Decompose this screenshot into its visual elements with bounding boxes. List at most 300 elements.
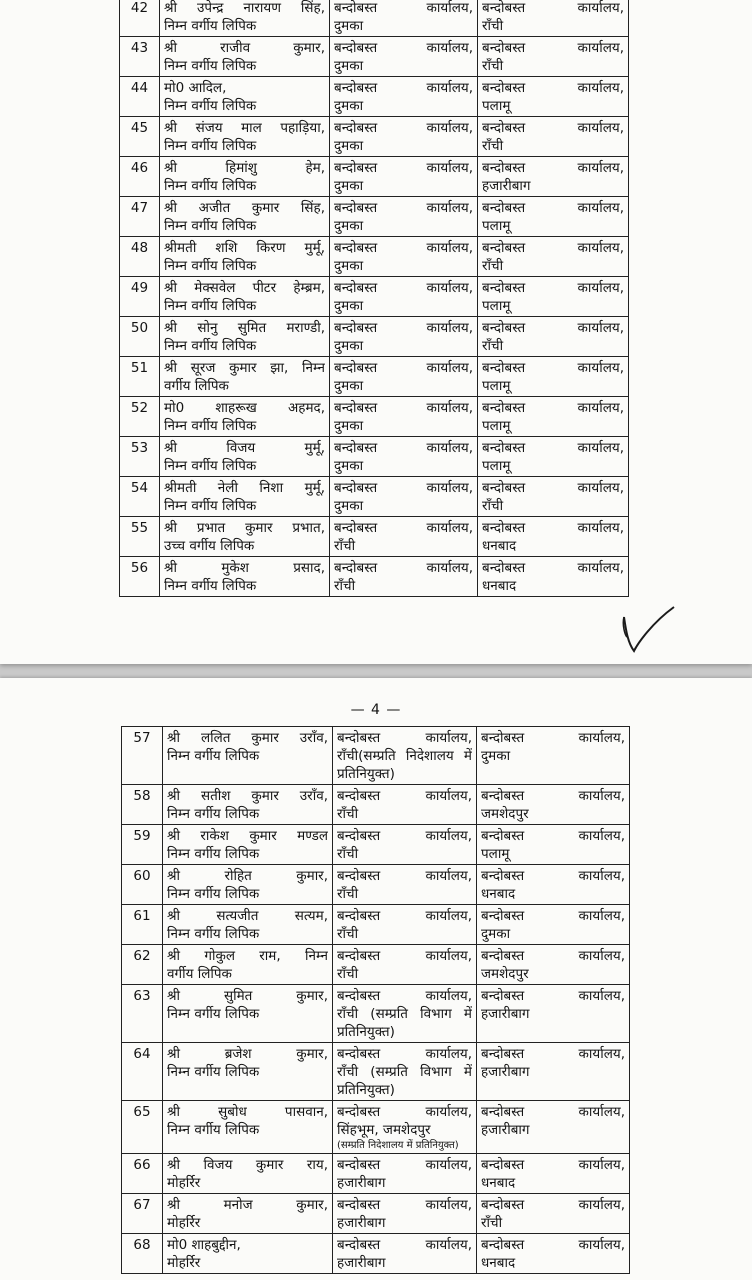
- current-office: [333, 905, 477, 945]
- current-office: [330, 237, 478, 277]
- serial-number: 61: [122, 905, 163, 945]
- transferred-office: [478, 37, 629, 77]
- table-row: [120, 437, 629, 477]
- serial-number: 62: [122, 945, 163, 985]
- to-line: राँची: [482, 58, 504, 74]
- to-line: राँची: [481, 1215, 503, 1231]
- name-line: मो0 शाहरूख अहमद,: [164, 400, 325, 416]
- current-office: [333, 1154, 477, 1194]
- current-office: [330, 277, 478, 317]
- transferred-office: [478, 477, 629, 517]
- table-row: [120, 77, 629, 117]
- to-line: राँची: [482, 18, 504, 34]
- table-row: [120, 277, 629, 317]
- to-line: बन्दोबस्त कार्यालय,: [482, 480, 624, 496]
- serial-number: 47: [120, 197, 160, 237]
- transferred-office: [478, 517, 629, 557]
- name-line: निम्न वर्गीय लिपिक: [164, 298, 257, 314]
- to-line: धनबाद: [481, 886, 516, 902]
- from-line: बन्दोबस्त कार्यालय,: [334, 200, 473, 216]
- name-line: मोहर्रिर: [167, 1255, 201, 1271]
- from-line: दुमका: [334, 338, 364, 354]
- serial-number: 65: [122, 1101, 163, 1154]
- employee-name-designation: [160, 197, 330, 237]
- to-line: बन्दोबस्त कार्यालय,: [482, 280, 624, 296]
- transferred-office: [477, 1194, 630, 1234]
- from-line: (सम्प्रति निदेशालय में प्रतिनियुक्त): [337, 1140, 459, 1151]
- serial-number: 58: [122, 785, 163, 825]
- page-number: — 4 —: [350, 702, 402, 718]
- serial-number: 52: [120, 397, 160, 437]
- from-line: राँची: [334, 578, 356, 594]
- current-office: [330, 357, 478, 397]
- current-office: [330, 157, 478, 197]
- name-line: निम्न वर्गीय लिपिक: [167, 806, 260, 822]
- current-office: [330, 477, 478, 517]
- table-row: [122, 1194, 630, 1234]
- to-line: बन्दोबस्त कार्यालय,: [482, 400, 624, 416]
- name-line: श्री राजीव कुमार,: [164, 40, 325, 56]
- from-line: दुमका: [334, 458, 364, 474]
- name-line: श्री सोनु सुमित मराण्डी,: [164, 320, 325, 336]
- table-row: [122, 865, 630, 905]
- name-line: निम्न वर्गीय लिपिक: [164, 418, 257, 434]
- to-line: राँची: [482, 338, 504, 354]
- transferred-office: [478, 357, 629, 397]
- employee-name-designation: [163, 1194, 333, 1234]
- from-line: हजारीबाग: [337, 1255, 386, 1271]
- serial-number: 53: [120, 437, 160, 477]
- name-line: श्री सत्यजीत सत्यम,: [167, 908, 328, 924]
- current-office: [330, 0, 478, 37]
- current-office: [333, 1101, 477, 1154]
- serial-number: 49: [120, 277, 160, 317]
- to-line: बन्दोबस्त कार्यालय,: [481, 788, 625, 804]
- table-row: [122, 785, 630, 825]
- name-line: श्रीमती शशि किरण मुर्मू,: [164, 240, 325, 256]
- to-line: धनबाद: [482, 538, 517, 554]
- from-line: बन्दोबस्त कार्यालय,: [334, 440, 473, 456]
- table-row: [122, 825, 630, 865]
- from-line: दुमका: [334, 138, 364, 154]
- from-line: बन्दोबस्त कार्यालय,: [337, 788, 472, 804]
- serial-number: 55: [120, 517, 160, 557]
- table-row: [120, 397, 629, 437]
- transferred-office: [478, 277, 629, 317]
- name-line: श्री हिमांशु हेम,: [164, 160, 325, 176]
- employee-name-designation: [160, 397, 330, 437]
- to-line: बन्दोबस्त कार्यालय,: [482, 160, 624, 176]
- from-line: राँची (सम्प्रति विभाग में: [337, 1006, 472, 1022]
- current-office: [330, 437, 478, 477]
- to-line: जमशेदपुर: [481, 966, 529, 982]
- employee-name-designation: [163, 1154, 333, 1194]
- to-line: राँची: [482, 258, 504, 274]
- to-line: बन्दोबस्त कार्यालय,: [481, 1046, 625, 1062]
- employee-name-designation: [160, 157, 330, 197]
- name-line: वर्गीय लिपिक: [164, 378, 229, 394]
- employee-name-designation: [160, 557, 330, 597]
- name-line: निम्न वर्गीय लिपिक: [164, 578, 257, 594]
- from-line: बन्दोबस्त कार्यालय,: [334, 160, 473, 176]
- transferred-office: [477, 785, 630, 825]
- table-row: [122, 905, 630, 945]
- from-line: दुमका: [334, 18, 364, 34]
- from-line: बन्दोबस्त कार्यालय,: [334, 80, 473, 96]
- from-line: बन्दोबस्त कार्यालय,: [337, 1046, 472, 1062]
- to-line: पलामू: [481, 846, 510, 862]
- employee-name-designation: [160, 237, 330, 277]
- from-line: प्रतिनियुक्त): [337, 1024, 395, 1040]
- serial-number: 68: [122, 1234, 163, 1274]
- to-line: हजारीबाग: [481, 1122, 530, 1138]
- from-line: दुमका: [334, 498, 364, 514]
- employee-name-designation: [163, 727, 333, 785]
- to-line: बन्दोबस्त कार्यालय,: [481, 988, 625, 1004]
- to-line: बन्दोबस्त कार्यालय,: [481, 1157, 625, 1173]
- employee-name-designation: [160, 117, 330, 157]
- transferred-office: [478, 77, 629, 117]
- employee-name-designation: [163, 1234, 333, 1274]
- to-line: पलामू: [482, 458, 511, 474]
- to-line: बन्दोबस्त कार्यालय,: [482, 120, 624, 136]
- to-line: पलामू: [482, 218, 511, 234]
- current-office: [330, 77, 478, 117]
- name-line: श्री प्रभात कुमार प्रभात,: [164, 520, 325, 536]
- to-line: राँची: [482, 138, 504, 154]
- to-line: बन्दोबस्त कार्यालय,: [482, 560, 624, 576]
- serial-number: 46: [120, 157, 160, 197]
- current-office: [333, 865, 477, 905]
- to-line: पलामू: [482, 418, 511, 434]
- current-office: [333, 985, 477, 1043]
- to-line: बन्दोबस्त कार्यालय,: [482, 520, 624, 536]
- to-line: बन्दोबस्त कार्यालय,: [482, 200, 624, 216]
- serial-number: 59: [122, 825, 163, 865]
- table-row: [120, 557, 629, 597]
- serial-number: 54: [120, 477, 160, 517]
- to-line: बन्दोबस्त कार्यालय,: [482, 40, 624, 56]
- to-line: धनबाद: [482, 578, 517, 594]
- from-line: दुमका: [334, 298, 364, 314]
- name-line: निम्न वर्गीय लिपिक: [164, 58, 257, 74]
- transferred-office: [478, 237, 629, 277]
- to-line: बन्दोबस्त कार्यालय,: [481, 1197, 625, 1213]
- employee-name-designation: [160, 437, 330, 477]
- employee-name-designation: [160, 517, 330, 557]
- current-office: [333, 1043, 477, 1101]
- name-line: श्री सुमित कुमार,: [167, 988, 328, 1004]
- name-line: उच्च वर्गीय लिपिक: [164, 538, 255, 554]
- table-row: [120, 157, 629, 197]
- name-line: श्री ललित कुमार उराँव,: [167, 730, 328, 746]
- from-line: दुमका: [334, 418, 364, 434]
- from-line: राँची(सम्प्रति निदेशालय में: [337, 748, 472, 764]
- to-line: बन्दोबस्त कार्यालय,: [482, 320, 624, 336]
- from-line: बन्दोबस्त कार्यालय,: [334, 320, 473, 336]
- to-line: बन्दोबस्त कार्यालय,: [482, 0, 624, 16]
- transferred-office: [478, 437, 629, 477]
- from-line: सिंहभूम, जमशेदपुर: [337, 1122, 431, 1138]
- signature-mark: [618, 603, 678, 655]
- to-line: बन्दोबस्त कार्यालय,: [481, 1237, 625, 1253]
- current-office: [330, 517, 478, 557]
- name-line: निम्न वर्गीय लिपिक: [167, 748, 260, 764]
- employee-name-designation: [163, 945, 333, 985]
- serial-number: 48: [120, 237, 160, 277]
- transfer-table-body: [122, 727, 630, 1274]
- to-line: बन्दोबस्त कार्यालय,: [482, 360, 624, 376]
- name-line: निम्न वर्गीय लिपिक: [167, 926, 260, 942]
- table-row: [120, 197, 629, 237]
- employee-name-designation: [163, 785, 333, 825]
- to-line: पलामू: [482, 298, 511, 314]
- to-line: हजारीबाग: [481, 1006, 530, 1022]
- to-line: बन्दोबस्त कार्यालय,: [481, 1104, 625, 1120]
- transferred-office: [478, 0, 629, 37]
- current-office: [330, 197, 478, 237]
- to-line: बन्दोबस्त कार्यालय,: [481, 730, 625, 746]
- current-office: [330, 317, 478, 357]
- current-office: [333, 825, 477, 865]
- name-line: श्री विजय कुमार राय,: [167, 1157, 328, 1173]
- transferred-office: [478, 157, 629, 197]
- from-line: बन्दोबस्त कार्यालय,: [337, 1104, 472, 1120]
- name-line: निम्न वर्गीय लिपिक: [164, 458, 257, 474]
- current-office: [333, 1234, 477, 1274]
- serial-number: 63: [122, 985, 163, 1043]
- from-line: राँची: [337, 966, 359, 982]
- from-line: बन्दोबस्त कार्यालय,: [337, 828, 472, 844]
- current-office: [333, 785, 477, 825]
- from-line: दुमका: [334, 378, 364, 394]
- name-line: श्री विजय मुर्मू,: [164, 440, 325, 456]
- name-line: श्री गोकुल राम, निम्न: [167, 948, 328, 964]
- current-office: [333, 727, 477, 785]
- serial-number: 42: [120, 0, 160, 37]
- table-row: [120, 357, 629, 397]
- from-line: बन्दोबस्त कार्यालय,: [334, 360, 473, 376]
- transferred-office: [477, 1101, 630, 1154]
- employee-name-designation: [160, 357, 330, 397]
- name-line: निम्न वर्गीय लिपिक: [167, 886, 260, 902]
- table-row: [120, 477, 629, 517]
- transfer-table-page-1: [119, 0, 629, 597]
- transferred-office: [477, 727, 630, 785]
- table-row: [120, 517, 629, 557]
- current-office: [330, 557, 478, 597]
- name-line: निम्न वर्गीय लिपिक: [164, 138, 257, 154]
- name-line: मो0 शाहबुद्दीन,: [167, 1237, 241, 1253]
- from-line: बन्दोबस्त कार्यालय,: [334, 240, 473, 256]
- to-line: धनबाद: [481, 1255, 516, 1271]
- table-row: [122, 945, 630, 985]
- name-line: निम्न वर्गीय लिपिक: [164, 338, 257, 354]
- table-row: [120, 37, 629, 77]
- name-line: श्री ब्रजेश कुमार,: [167, 1046, 328, 1062]
- name-line: निम्न वर्गीय लिपिक: [167, 1006, 260, 1022]
- name-line: निम्न वर्गीय लिपिक: [167, 1064, 260, 1080]
- employee-name-designation: [160, 37, 330, 77]
- from-line: बन्दोबस्त कार्यालय,: [334, 480, 473, 496]
- to-line: दुमका: [481, 748, 511, 764]
- serial-number: 50: [120, 317, 160, 357]
- to-line: बन्दोबस्त कार्यालय,: [481, 828, 625, 844]
- current-office: [333, 1194, 477, 1234]
- to-line: बन्दोबस्त कार्यालय,: [482, 80, 624, 96]
- employee-name-designation: [163, 1101, 333, 1154]
- table-row: [122, 1101, 630, 1154]
- to-line: दुमका: [481, 926, 511, 942]
- transferred-office: [478, 317, 629, 357]
- to-line: राँची: [482, 498, 504, 514]
- serial-number: 44: [120, 77, 160, 117]
- name-line: निम्न वर्गीय लिपिक: [164, 178, 257, 194]
- name-line: श्री सुबोध पासवान,: [167, 1104, 328, 1120]
- table-row: [122, 1234, 630, 1274]
- transferred-office: [477, 905, 630, 945]
- transferred-office: [477, 985, 630, 1043]
- name-line: श्री सूरज कुमार झा, निम्न: [164, 360, 325, 376]
- name-line: श्री सतीश कुमार उराँव,: [167, 788, 328, 804]
- name-line: मोहर्रिर: [167, 1215, 201, 1231]
- from-line: बन्दोबस्त कार्यालय,: [337, 1157, 472, 1173]
- employee-name-designation: [163, 825, 333, 865]
- serial-number: 60: [122, 865, 163, 905]
- document-page-4: [0, 678, 752, 1280]
- employee-name-designation: [163, 985, 333, 1043]
- current-office: [333, 945, 477, 985]
- from-line: राँची: [337, 806, 359, 822]
- transferred-office: [478, 557, 629, 597]
- from-line: दुमका: [334, 98, 364, 114]
- table-row: [120, 117, 629, 157]
- serial-number: 66: [122, 1154, 163, 1194]
- transfer-table-page-2: [121, 726, 630, 1274]
- transferred-office: [477, 865, 630, 905]
- name-line: निम्न वर्गीय लिपिक: [164, 498, 257, 514]
- from-line: बन्दोबस्त कार्यालय,: [334, 40, 473, 56]
- name-line: श्री संजय माल पहाड़िया,: [164, 120, 325, 136]
- from-line: राँची: [337, 846, 359, 862]
- from-line: प्रतिनियुक्त): [337, 1082, 395, 1098]
- employee-name-designation: [160, 0, 330, 37]
- from-line: बन्दोबस्त कार्यालय,: [337, 908, 472, 924]
- name-line: श्री राकेश कुमार मण्डल: [167, 828, 328, 844]
- to-line: जमशेदपुर: [481, 806, 529, 822]
- transferred-office: [477, 825, 630, 865]
- transferred-office: [477, 1154, 630, 1194]
- from-line: हजारीबाग: [337, 1215, 386, 1231]
- from-line: बन्दोबस्त कार्यालय,: [334, 400, 473, 416]
- transferred-office: [478, 197, 629, 237]
- serial-number: 51: [120, 357, 160, 397]
- name-line: श्री अजीत कुमार सिंह,: [164, 200, 325, 216]
- name-line: मोहर्रिर: [167, 1175, 201, 1191]
- employee-name-designation: [160, 77, 330, 117]
- transfer-table-body: [120, 0, 629, 597]
- table-row: [122, 1043, 630, 1101]
- name-line: निम्न वर्गीय लिपिक: [164, 18, 257, 34]
- table-row: [122, 727, 630, 785]
- transferred-office: [478, 397, 629, 437]
- from-line: राँची: [337, 926, 359, 942]
- from-line: राँची: [334, 538, 356, 554]
- to-line: पलामू: [482, 98, 511, 114]
- from-line: बन्दोबस्त कार्यालय,: [337, 730, 472, 746]
- transferred-office: [477, 1043, 630, 1101]
- from-line: बन्दोबस्त कार्यालय,: [334, 560, 473, 576]
- name-line: निम्न वर्गीय लिपिक: [164, 258, 257, 274]
- table-row: [120, 317, 629, 357]
- name-line: निम्न वर्गीय लिपिक: [167, 846, 260, 862]
- transferred-office: [477, 945, 630, 985]
- name-line: श्री रोहित कुमार,: [167, 868, 328, 884]
- to-line: पलामू: [482, 378, 511, 394]
- from-line: बन्दोबस्त कार्यालय,: [334, 120, 473, 136]
- from-line: हजारीबाग: [337, 1175, 386, 1191]
- from-line: बन्दोबस्त कार्यालय,: [337, 868, 472, 884]
- name-line: श्री मुकेश प्रसाद,: [164, 560, 325, 576]
- to-line: बन्दोबस्त कार्यालय,: [482, 440, 624, 456]
- from-line: राँची: [337, 886, 359, 902]
- to-line: बन्दोबस्त कार्यालय,: [481, 868, 625, 884]
- to-line: हजारीबाग: [482, 178, 531, 194]
- employee-name-designation: [160, 477, 330, 517]
- to-line: हजारीबाग: [481, 1064, 530, 1080]
- employee-name-designation: [160, 277, 330, 317]
- employee-name-designation: [160, 317, 330, 357]
- current-office: [330, 397, 478, 437]
- serial-number: 64: [122, 1043, 163, 1101]
- serial-number: 43: [120, 37, 160, 77]
- name-line: निम्न वर्गीय लिपिक: [164, 98, 257, 114]
- from-line: बन्दोबस्त कार्यालय,: [334, 0, 473, 16]
- serial-number: 67: [122, 1194, 163, 1234]
- to-line: बन्दोबस्त कार्यालय,: [481, 908, 625, 924]
- table-row: [120, 0, 629, 37]
- from-line: बन्दोबस्त कार्यालय,: [337, 1237, 472, 1253]
- from-line: बन्दोबस्त कार्यालय,: [337, 1197, 472, 1213]
- name-line: श्री उपेन्द्र नारायण सिंह,: [164, 0, 325, 16]
- serial-number: 57: [122, 727, 163, 785]
- from-line: बन्दोबस्त कार्यालय,: [337, 948, 472, 964]
- transferred-office: [477, 1234, 630, 1274]
- name-line: श्री मनोज कुमार,: [167, 1197, 328, 1213]
- from-line: प्रतिनियुक्त): [337, 766, 395, 782]
- name-line: वर्गीय लिपिक: [167, 966, 232, 982]
- to-line: धनबाद: [481, 1175, 516, 1191]
- employee-name-designation: [163, 905, 333, 945]
- serial-number: 45: [120, 117, 160, 157]
- current-office: [330, 117, 478, 157]
- from-line: दुमका: [334, 258, 364, 274]
- name-line: निम्न वर्गीय लिपिक: [164, 218, 257, 234]
- from-line: दुमका: [334, 58, 364, 74]
- table-row: [122, 1154, 630, 1194]
- transferred-office: [478, 117, 629, 157]
- name-line: मो0 आदिल,: [164, 80, 227, 96]
- from-line: राँची (सम्प्रति विभाग में: [337, 1064, 472, 1080]
- table-row: [120, 237, 629, 277]
- from-line: दुमका: [334, 218, 364, 234]
- employee-name-designation: [163, 1043, 333, 1101]
- current-office: [330, 37, 478, 77]
- from-line: बन्दोबस्त कार्यालय,: [334, 520, 473, 536]
- table-row: [122, 985, 630, 1043]
- serial-number: 56: [120, 557, 160, 597]
- to-line: बन्दोबस्त कार्यालय,: [481, 948, 625, 964]
